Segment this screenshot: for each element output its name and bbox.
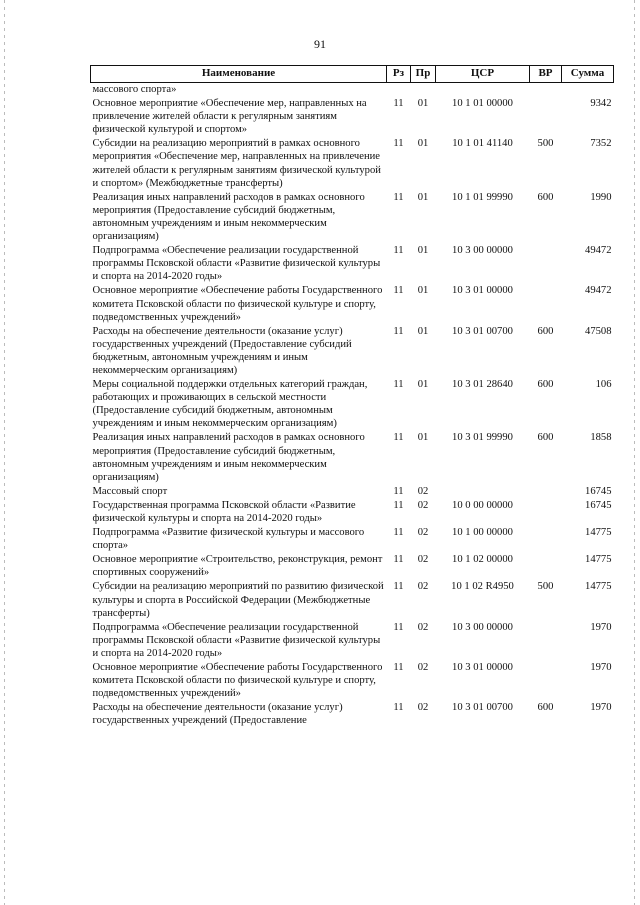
- cell-pr: 01: [417, 379, 429, 391]
- cell-sum: 16745: [585, 499, 612, 511]
- header-sum: Сумма: [562, 66, 614, 83]
- cell-pr: 01: [417, 285, 429, 297]
- table-row: [91, 701, 614, 728]
- cell-name: Основное мероприятие «Строительство, реконструкция, ремонт спортивных сооружений»: [92, 554, 383, 579]
- cell-rz: 11: [393, 245, 404, 257]
- cell-name: Реализация иных направлений расходов в рамках основного мероприятия (Предоставление субсидий бюджетным, автономным учреждениям и иным некоммерческим организациям): [92, 191, 365, 243]
- cell-pr: 02: [417, 554, 429, 566]
- cell-name: Основное мероприятие «Обеспечение работы Государственного комитета Псковской области по физической культуре и спорту, подведомственных учреждений»: [92, 285, 383, 323]
- cell-vr: 600: [537, 191, 554, 203]
- cell-name: Расходы на обеспечение деятельности (оказание услуг) государственных учреждений (Предоставление субсидий бюджетным, автономным учреждениям и иным некоммерческим организациям): [92, 325, 352, 376]
- table-row: [91, 526, 614, 553]
- table-row: [91, 83, 614, 98]
- cell-rz: 11: [393, 98, 404, 110]
- left-margin-edge: [4, 0, 5, 905]
- cell-vr: 600: [537, 325, 554, 337]
- cell-rz: 11: [393, 527, 404, 539]
- header-vr: ВР: [530, 66, 562, 83]
- cell-name: Основное мероприятие «Обеспечение работы Государственного комитета Псковской области по физической культуре и спорту, подведомственных учреждений»: [92, 662, 383, 700]
- table-row: [91, 284, 614, 324]
- cell-pr: 01: [417, 138, 429, 150]
- cell-vr: [530, 97, 562, 137]
- cell-sum: 106: [595, 379, 612, 391]
- cell-csr: [436, 485, 530, 499]
- table-header-row: [91, 66, 614, 83]
- cell-name: Подпрограмма «Развитие физической культуры и массового спорта»: [92, 527, 365, 552]
- cell-csr: 10 1 01 99990: [452, 191, 513, 203]
- cell-name: Массовый спорт: [92, 485, 168, 497]
- cell-csr: 10 1 01 41140: [452, 138, 513, 150]
- cell-sum: [562, 83, 614, 98]
- budget-table: [90, 65, 614, 729]
- cell-sum: 47508: [585, 325, 612, 337]
- header-name: Наименование: [91, 66, 387, 83]
- table-row: [91, 325, 614, 378]
- header-pr: Пр: [411, 66, 436, 83]
- cell-name: Государственная программа Псковской области «Развитие физической культуры и спорта на 2014-2020 годы»: [92, 499, 356, 524]
- table-row: [91, 553, 614, 580]
- cell-sum: 14775: [585, 554, 612, 566]
- cell-sum: 1970: [590, 662, 612, 674]
- cell-sum: 1858: [590, 432, 612, 444]
- cell-vr: 500: [537, 581, 554, 593]
- table-row: [91, 191, 614, 244]
- cell-rz: 11: [393, 662, 404, 674]
- cell-sum: 16745: [585, 485, 612, 497]
- cell-csr: 10 3 00 00000: [452, 245, 513, 257]
- cell-rz: 11: [393, 138, 404, 150]
- right-margin-edge: [634, 0, 635, 905]
- cell-sum: 7352: [590, 138, 612, 150]
- cell-csr: 10 3 01 00000: [452, 285, 513, 297]
- table-row: [91, 378, 614, 431]
- cell-pr: 01: [417, 191, 429, 203]
- cell-pr: 02: [417, 499, 429, 511]
- cell-csr: 10 1 00 00000: [452, 527, 513, 539]
- cell-pr: 01: [417, 325, 429, 337]
- cell-csr: 10 3 00 00000: [452, 621, 513, 633]
- cell-vr: 500: [537, 138, 554, 150]
- cell-name: массового спорта»: [92, 84, 177, 95]
- cell-pr: [411, 83, 436, 98]
- table-row: [91, 431, 614, 484]
- cell-pr: 01: [417, 245, 429, 257]
- cell-name: Подпрограмма «Обеспечение реализации государственной программы Псковской области «Развитие физической культуры и спорта на 2014-2020 годы»: [92, 245, 381, 283]
- cell-vr: [530, 499, 562, 526]
- cell-rz: 11: [393, 325, 404, 337]
- cell-sum: 14775: [585, 527, 612, 539]
- cell-vr: [530, 83, 562, 98]
- cell-csr: 10 1 02 00000: [452, 554, 513, 566]
- cell-name: Основное мероприятие «Обеспечение мер, направленных на привлечение жителей области к регулярным занятиям физической культурой и спортом»: [92, 98, 367, 136]
- cell-rz: 11: [393, 621, 404, 633]
- table-row: [91, 485, 614, 499]
- cell-sum: 1970: [590, 621, 612, 633]
- cell-pr: 02: [417, 485, 429, 497]
- cell-sum: 1990: [590, 191, 612, 203]
- cell-csr: 10 3 01 00700: [452, 702, 513, 714]
- cell-vr: 600: [537, 432, 554, 444]
- cell-vr: [530, 553, 562, 580]
- cell-vr: [530, 244, 562, 284]
- cell-sum: 9342: [590, 98, 612, 110]
- page-number: 91: [314, 37, 326, 51]
- table-row: [91, 621, 614, 661]
- cell-sum: 49472: [585, 285, 612, 297]
- cell-rz: 11: [393, 581, 404, 593]
- cell-rz: 11: [393, 432, 404, 444]
- cell-pr: 01: [417, 432, 429, 444]
- cell-name: Расходы на обеспечение деятельности (оказание услуг) государственных учреждений (Предоставление: [92, 702, 343, 727]
- table-row: [91, 137, 614, 190]
- cell-vr: [530, 661, 562, 701]
- cell-rz: 11: [393, 191, 404, 203]
- cell-rz: 11: [393, 285, 404, 297]
- cell-rz: 11: [393, 485, 404, 497]
- table-row: [91, 661, 614, 701]
- cell-pr: 01: [417, 98, 429, 110]
- table-row: [91, 97, 614, 137]
- cell-pr: 02: [417, 581, 429, 593]
- cell-vr: 600: [537, 702, 554, 714]
- cell-sum: 49472: [585, 245, 612, 257]
- table-row: [91, 244, 614, 284]
- cell-pr: 02: [417, 702, 429, 714]
- cell-name: Реализация иных направлений расходов в рамках основного мероприятия (Предоставление субсидий бюджетным, автономным учреждениям и иным некоммерческим организациям): [92, 432, 365, 483]
- cell-sum: 14775: [585, 581, 612, 593]
- table-row: [91, 499, 614, 526]
- cell-csr: 10 3 01 28640: [452, 379, 513, 391]
- cell-pr: 02: [417, 621, 429, 633]
- cell-csr: 10 1 02 R4950: [451, 581, 514, 593]
- cell-vr: [530, 284, 562, 324]
- cell-vr: [530, 485, 562, 499]
- cell-pr: 02: [417, 527, 429, 539]
- cell-name: Меры социальной поддержки отдельных категорий граждан, работающих и проживающих в сельской местности (Предоставление субсидий бюджетным, автономным учреждениям и иным некоммерческим организациям): [92, 379, 368, 430]
- cell-vr: [530, 621, 562, 661]
- cell-rz: 11: [393, 499, 404, 511]
- cell-rz: 11: [393, 702, 404, 714]
- cell-name: Субсидии на реализацию мероприятий в рамках основного мероприятия «Обеспечение мер, направленных на привлечение жителей области к регулярным занятиям физической культурой и спортом» (Межбюджетные трансферты): [92, 138, 381, 189]
- table-row: [91, 580, 614, 620]
- cell-csr: [436, 83, 530, 98]
- cell-csr: 10 3 01 99990: [452, 432, 513, 444]
- cell-vr: [530, 526, 562, 553]
- header-csr: ЦСР: [436, 66, 530, 83]
- cell-csr: 10 3 01 00700: [452, 325, 513, 337]
- cell-rz: 11: [393, 379, 404, 391]
- header-rz: Рз: [387, 66, 411, 83]
- cell-name: Субсидии на реализацию мероприятий по развитию физической культуры и спорта в Российской Федерации (Межбюджетные трансферты): [92, 581, 384, 619]
- cell-csr: 10 0 00 00000: [452, 499, 513, 511]
- cell-rz: 11: [393, 554, 404, 566]
- cell-rz: [387, 83, 411, 98]
- cell-pr: 02: [417, 662, 429, 674]
- cell-csr: 10 3 01 00000: [452, 662, 513, 674]
- cell-name: Подпрограмма «Обеспечение реализации государственной программы Псковской области «Развитие физической культуры и спорта на 2014-2020 годы»: [92, 621, 381, 659]
- cell-vr: 600: [537, 379, 554, 391]
- cell-csr: 10 1 01 00000: [452, 98, 513, 110]
- cell-sum: 1970: [590, 702, 612, 714]
